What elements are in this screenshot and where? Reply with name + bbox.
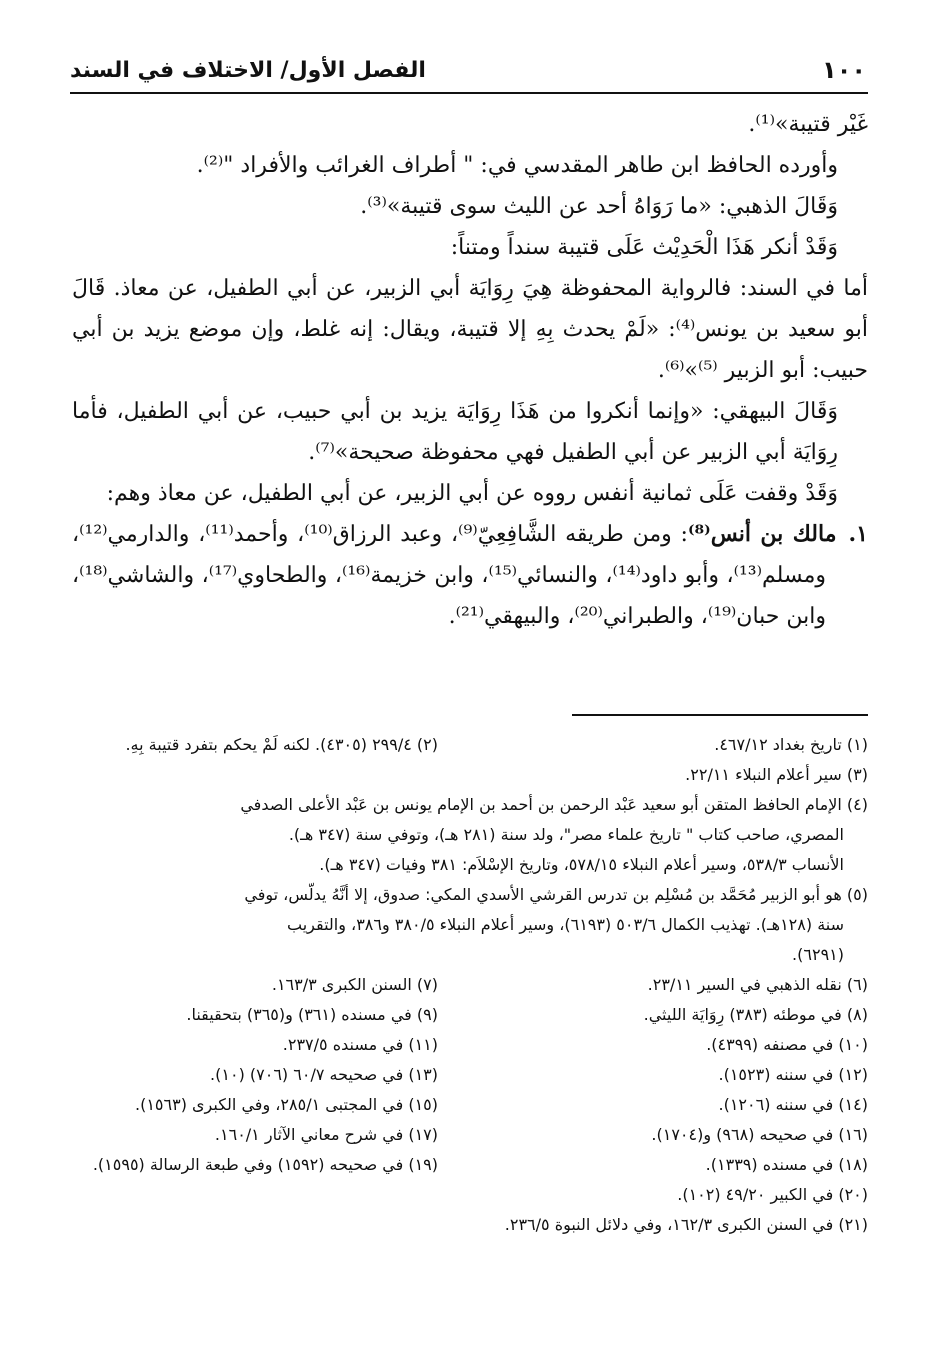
paragraph-sanad: أما في السند: فالرواية المحفوظة هِيَ رِوَايَة أبي الزبير، عن أبي الطفيل، عن معاذ. قَالَ أبو سعيد بن يونس⁽⁴⁾: «لَمْ يحدث بِهِ إلا قتيبة، ويقال: إنه غلط، وإن موضع يزيد بن أبي حبيب: أبو الزبير ⁽⁵⁾»⁽⁶⁾. — [72, 276, 868, 383]
footnote-5-line-2: سنة (١٢٨هـ). تهذيب الكمال ٥٠٣/٦ (٦١٩٣)، وسير أعلام النبلاء ٣٨٠/٥ و٣٨٦، والتقريب — [286, 915, 844, 934]
paragraph-inkar: وَقَدْ أنكر هَذَا الْحَدِيْث عَلَى قتيبة سنداً ومتناً: — [450, 235, 838, 260]
list-item — [72, 514, 868, 637]
footnote-9: (٩) في مسنده (٣٦١) و(٣٦٥) بتحقيقنا. — [186, 1005, 438, 1024]
list-item-number: ١. — [848, 521, 868, 547]
footnote-6: (٦) نقله الذهبي في السير ٢٣/١١. — [647, 975, 868, 994]
footnote-16: (١٦) في صحيحه (٩٦٨) و(١٧٠٤). — [651, 1125, 868, 1144]
page-header — [70, 52, 868, 94]
footnote-4-line-3: الأنساب ٥٣٨/٣، وسير أعلام النبلاء ٥٧٨/١٥، وتاريخ الإسْلاَم: ٣٨١ وفيات (٣٤٧ هـ). — [319, 855, 844, 874]
footnote-row — [72, 1090, 868, 1120]
paragraph-continuation: غَيْر قتيبة»⁽¹⁾. — [748, 112, 868, 137]
main-text — [72, 104, 868, 637]
footnote-divider — [572, 714, 868, 716]
footnote-18: (١٨) في مسنده (١٣٣٩). — [705, 1155, 868, 1174]
footnote-17: (١٧) في شرح معاني الآثار ١٦٠/١. — [214, 1125, 438, 1144]
footnote-2: (٢) ٢٩٩/٤ (٤٣٠٥). لكنه لَمْ يحكم بتفرد قتيبة بِهِ. — [125, 735, 438, 754]
paragraph-bayhaqi: وَقَالَ البيهقي: «وإنما أنكروا من هَذَا رِوَايَة يزيد بن أبي حبيب، عن أبي الطفيل، فأما رِوَايَة أبي الزبير عن أبي الطفيل فهي محفوظة صحيحة»⁽⁷⁾. — [72, 399, 838, 465]
footnote-5-line-3: (٦٢٩١). — [792, 945, 844, 964]
footnote-20: (٢٠) في الكبير ٤٩/٢٠ (١٠٢). — [677, 1185, 868, 1204]
footnote-row — [72, 970, 868, 1000]
footnote-12: (١٢) في سننه (١٥٢٣). — [718, 1065, 868, 1084]
list-item-text: : ومن طريقه الشَّافِعِيّ⁽⁹⁾، وعبد الرزاق⁽¹⁰⁾، وأحمد⁽¹¹⁾، والدارمي⁽¹²⁾، ومسلم⁽¹³⁾، وأبو داود⁽¹⁴⁾، والنسائي⁽¹⁵⁾، وابن خزيمة⁽¹⁶⁾، والطحاوي⁽¹⁷⁾، والشاشي⁽¹⁸⁾، وابن حبان⁽¹⁹⁾، والطبراني⁽²⁰⁾، والبيهقي⁽²¹⁾. — [72, 522, 826, 629]
footnote-1: (١) تاريخ بغداد ٤٦٧/١٢. — [714, 735, 868, 754]
footnote-row — [72, 730, 868, 760]
footnote-4-line-1: (٤) الإمام الحافظ المتقن أبو سعيد عَبْد الرحمن بن أحمد بن الإمام يونس بن عَبْد الأعلى الصدفي — [240, 795, 868, 814]
footnote-row — [72, 1000, 868, 1030]
footnote-11: (١١) في مسنده ٢٣٧/٥. — [282, 1035, 438, 1054]
footnote-19: (١٩) في صحيحه (١٥٩٢) وفي طبعة الرسالة (١٥٩٥). — [92, 1155, 438, 1174]
footnote-row — [72, 1150, 868, 1180]
paragraph-ibn-tahir: وأورده الحافظ ابن طاهر المقدسي في: " أطراف الغرائب والأفراد "⁽²⁾. — [196, 153, 838, 178]
footnote-row — [72, 1030, 868, 1060]
footnote-3: (٣) سير أعلام النبلاء ٢٢/١١. — [685, 765, 868, 784]
footnote-row — [72, 1120, 868, 1150]
footnote-13: (١٣) في صحيحه ٦٠/٧ (٧٠٦) (١٠). — [210, 1065, 438, 1084]
footnote-21: (٢١) في السنن الكبرى ١٦٢/٣، وفي دلائل النبوة ٢٣٦/٥. — [504, 1215, 868, 1234]
footnote-4 — [72, 790, 868, 880]
footnote-15: (١٥) في المجتبى ٢٨٥/١، وفي الكبرى (١٥٦٣). — [135, 1095, 438, 1114]
footnote-14: (١٤) في سننه (١٢٠٦). — [718, 1095, 868, 1114]
page-number: ١٠٠ — [822, 56, 866, 84]
chapter-title: الفصل الأول/ الاختلاف في السند — [70, 58, 426, 83]
paragraph-dhahabi: وَقَالَ الذهبي: «ما رَوَاهُ أحد عن الليث سوى قتيبة»⁽³⁾. — [360, 194, 838, 219]
list-item-name: مالك بن أنس⁽⁸⁾ — [687, 521, 837, 547]
footnote-4-line-2: المصري، صاحب كتاب " تاريخ علماء مصر"، ولد سنة (٢٨١ هـ)، وتوفي سنة (٣٤٧ هـ). — [288, 825, 844, 844]
footnote-10: (١٠) في مصنفه (٤٣٩٩). — [706, 1035, 868, 1054]
footnotes — [72, 730, 868, 1240]
footnote-7: (٧) السنن الكبرى ١٦٣/٣. — [271, 975, 438, 994]
footnote-row — [72, 1060, 868, 1090]
paragraph-eight-narrators: وَقَدْ وقفت عَلَى ثمانية أنفس رووه عن أبي الزبير، عن أبي الطفيل، عن معاذ وهم: — [106, 481, 838, 506]
footnote-8: (٨) في موطئه (٣٨٣) رِوَايَة الليثي. — [643, 1005, 868, 1024]
footnote-5 — [72, 880, 868, 970]
footnote-5-line-1: (٥) هو أبو الزبير مُحَمَّد بن مُسْلِم بن تدرس القرشي الأسدي المكي: صدوق، إلا أنَّهُ يدلّس، توفي — [244, 885, 868, 904]
